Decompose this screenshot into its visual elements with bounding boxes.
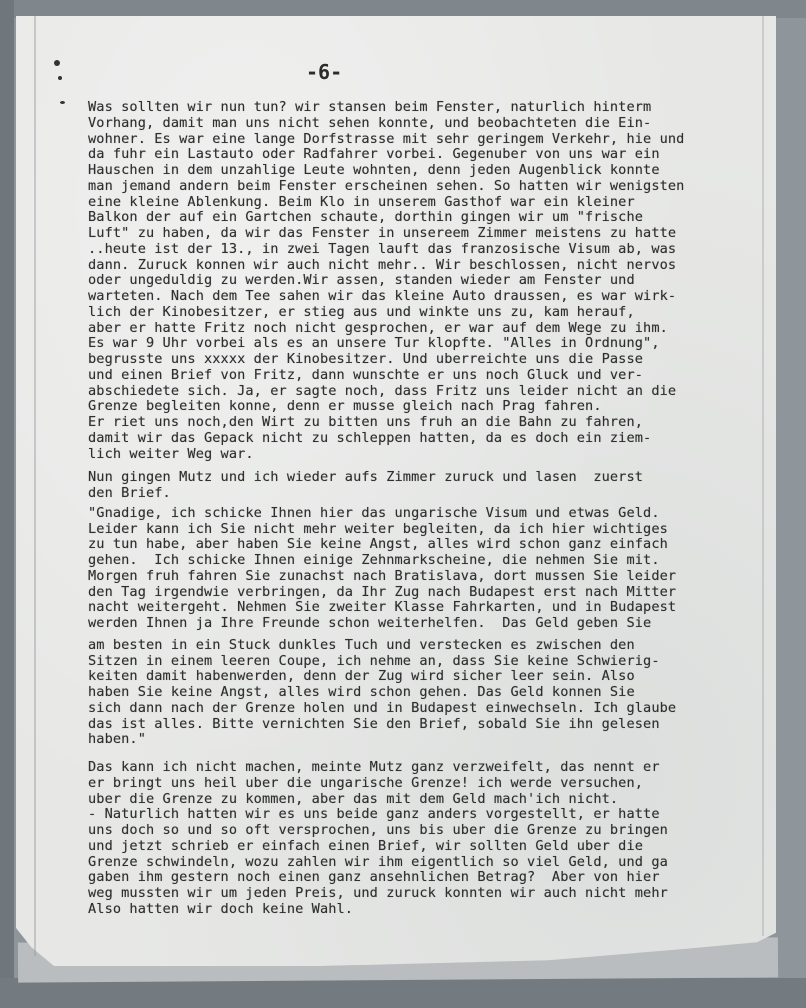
text-line: warteten. Nach dem Tee sahen wir das kleine Auto draussen, es war wirk- — [88, 288, 677, 304]
text-line: den Tag irgendwie verbringen, da Ihr Zug nach Budapest erst nach Mitter — [88, 583, 677, 600]
text-line: den Brief. — [88, 485, 171, 501]
text-line: das ist alles. Bitte vernichten Sie den Brief, sobald Sie ihn gelesen — [88, 715, 660, 732]
text-line: haben Sie keine Angst, alles wird schon gehen. Das Geld konnen Sie — [88, 684, 635, 700]
text-line: lich weiter Weg war. — [88, 445, 254, 462]
text-line: - Naturlich hatten wir es uns beide ganz anders vorgestellt, er hatte — [88, 806, 660, 823]
text-line: Morgen fruh fahren Sie zunachst nach Bratislava, dort mussen Sie leider — [88, 567, 677, 584]
text-line: abschiedete sich. Ja, er sagte noch, dass Fritz uns leider nicht an die — [88, 382, 677, 399]
text-line: uns doch so und so oft versprochen, uns bis uber die Grenze zu bringen — [88, 822, 668, 838]
text-line: Grenze begleiten konne, denn er musse gleich nach Prag fahren. — [88, 398, 602, 415]
text-line: Hauschen in dem unzahlige Leute wohnten, denn jeden Augenblick konnte — [88, 162, 660, 178]
text-line: da fuhr ein Lastauto oder Radfahrer vorbei. Gegenuber von uns war ein — [88, 146, 660, 163]
text-line: eine kleine Ablenkung. Beim Klo in unserem Gasthof war ein kleiner — [88, 193, 635, 210]
text-line: nacht weitergeht. Nehmen Sie zweiter Klasse Fahrkarten, und in Budapest — [88, 599, 677, 616]
scanner-backdrop-left — [0, 0, 14, 1008]
text-line: Grenze schwindeln, wozu zahlen wir ihm eigentlich so viel Geld, und ga — [88, 853, 668, 870]
text-line: lich der Kinobesitzer, er stieg aus und winkte uns zu, kam herauf, — [88, 303, 635, 320]
text-line: gaben ihm gestern noch einen ganz ansehnlichen Betrag? Aber von hier — [88, 869, 660, 886]
text-line: weg mussten wir um jeden Preis, und zuruck konnten wir auch nicht mehr — [88, 885, 668, 901]
text-line: und jetzt schrieb er einfach einen Brief, wir sollten Geld uber die — [88, 837, 644, 854]
text-line: aber er hatte Fritz noch nicht gesprochen, er war auf dem Wege zu ihm. — [88, 319, 668, 336]
text-line: Er riet uns noch,den Wirt zu bitten uns fruh an die Bahn zu fahren, — [88, 414, 644, 430]
text-line: dann. Zuruck konnen wir auch nicht mehr.. Wir beschlossen, nicht nervos — [88, 256, 677, 273]
text-line: Luft" zu haben, da wir das Fenster in unsereem Zimmer meistens zu hatte — [88, 225, 677, 241]
text-line: begrusste uns xxxxx der Kinobesitzer. Und uberreichte uns die Passe — [88, 351, 644, 367]
paragraph — [88, 100, 778, 462]
scanner-backdrop-top — [0, 0, 806, 18]
paragraph — [88, 638, 778, 748]
text-line: und einen Brief von Fritz, dann wunschte er uns noch Gluck und ver- — [88, 366, 644, 383]
text-line: gehen. Ich schicke Ihnen einige Zehnmarkscheine, die nehmen Sie mit. — [88, 552, 660, 568]
text-line: oder ungeduldig zu werden.Wir assen, standen wieder am Fenster und — [88, 272, 635, 289]
text-line: Es war 9 Uhr vorbei als es an unsere Tur klopfte. "Alles in Ordnung", — [88, 335, 660, 352]
scanner-backdrop-bottom — [0, 978, 806, 1008]
text-line: wohner. Es war eine lange Dorfstrasse mit sehr geringem Verkehr, hie und — [88, 130, 685, 147]
text-line: keiten damit habenwerden, denn der Zug wird sicher leer sein. Also — [88, 668, 635, 685]
ink-speck — [58, 76, 62, 80]
text-line: Sitzen in einem leeren Coupe, ich nehme an, dass Sie keine Schwierig- — [88, 652, 660, 669]
text-line: ..heute ist der 13., in zwei Tagen lauft das franzosische Visum ab, was — [88, 240, 677, 257]
text-line: sich dann nach der Grenze holen und in Budapest einwechseln. Ich glaube — [88, 699, 677, 716]
typed-letter-body — [88, 100, 778, 918]
text-line: Was sollten wir nun tun? wir stansen beim Fenster, naturlich hinterm — [88, 99, 652, 115]
text-line: "Gnadige, ich schicke Ihnen hier das ungarische Visum und etwas Geld. — [88, 504, 660, 521]
text-line: damit wir das Gepack nicht zu schleppen hatten, da es doch ein ziem- — [88, 429, 652, 446]
text-line: Also hatten wir doch keine Wahl. — [88, 900, 354, 917]
page-fold-left — [34, 16, 36, 956]
ink-speck — [60, 101, 65, 104]
text-line: Leider kann ich Sie nicht mehr weiter begleiten, da ich hier wichtiges — [88, 520, 668, 537]
paragraph — [88, 760, 778, 918]
text-line: uber die Grenze zu kommen, aber das mit dem Geld mach'ich nicht. — [88, 790, 619, 807]
ink-speck — [54, 60, 60, 66]
text-line: Vorhang, damit man uns nicht sehen konnte, und beobachteten die Ein- — [88, 114, 652, 131]
paragraph — [88, 506, 778, 632]
text-line: Balkon der auf ein Gartchen schaute, dorthin gingen wir um "frische — [88, 209, 644, 226]
text-line: werden Ihnen ja Ihre Freunde schon weiterhelfen. Das Geld geben Sie — [88, 615, 652, 631]
text-line: haben." — [88, 731, 146, 748]
text-line: er bringt uns heil uber die ungarische Grenze! ich werde versuchen, — [88, 774, 644, 791]
paragraph — [88, 470, 778, 502]
page-number: -6- — [306, 60, 343, 84]
text-line: man jemand andern beim Fenster erscheinen sehen. So hatten wir wenigsten — [88, 177, 685, 194]
text-line: Nun gingen Mutz und ich wieder aufs Zimmer zuruck und lasen zuerst — [88, 469, 644, 486]
text-line: zu tun habe, aber haben Sie keine Angst, alles wird schon ganz einfach — [88, 536, 668, 553]
text-line: am besten in ein Stuck dunkles Tuch und verstecken es zwischen den — [88, 636, 635, 653]
text-line: Das kann ich nicht machen, meinte Mutz ganz verzweifelt, das nennt er — [88, 759, 660, 775]
